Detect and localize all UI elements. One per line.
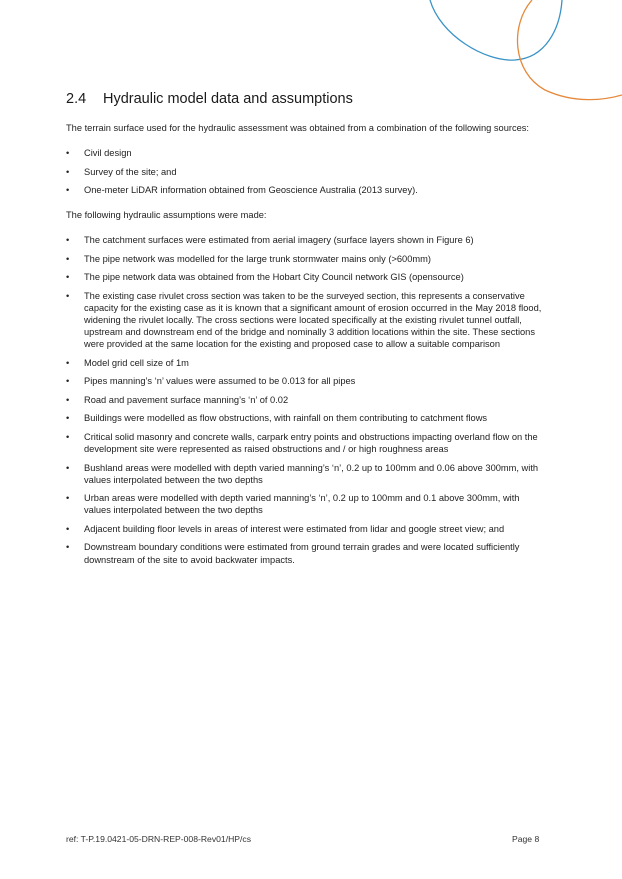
list-item	[66, 234, 546, 246]
assumptions-list	[66, 234, 546, 572]
intro-paragraph-assumptions: The following hydraulic assumptions were made:	[66, 210, 267, 220]
bullet-icon: •	[66, 523, 70, 534]
bullet-icon: •	[66, 166, 70, 177]
bullet-icon: •	[66, 253, 70, 264]
bullet-icon: •	[66, 493, 70, 504]
list-item-text: Buildings were modelled as flow obstructions, with rainfall on them contributing to catchment flows	[84, 413, 488, 424]
list-item	[66, 431, 546, 455]
bullet-icon: •	[66, 394, 70, 405]
blue-arc	[430, 0, 562, 60]
list-item	[66, 375, 546, 387]
orange-arc	[517, 0, 622, 100]
bullet-icon: •	[66, 148, 70, 158]
list-item	[66, 357, 546, 369]
bullet-icon: •	[66, 272, 70, 282]
list-item	[66, 412, 546, 424]
footer-page-number: Page 8	[512, 834, 540, 844]
list-item-text: Bushland areas were modelled with depth varied manning’s ‘n’, 0.2 up to 100mm and 0.06 above 300mm, with values interpolated between the two depths	[84, 462, 539, 485]
list-item	[66, 541, 546, 565]
list-item-text: The catchment surfaces were estimated from aerial imagery (surface layers shown in Figure 6)	[84, 235, 474, 245]
footer-reference: ref: T-P.19.0421-05-DRN-REP-008-Rev01/HP/cs	[66, 834, 252, 844]
list-item-text: One-meter LiDAR information obtained from Geoscience Australia (2013 survey).	[84, 185, 418, 195]
list-item	[66, 271, 546, 283]
list-item	[66, 523, 546, 535]
list-item	[66, 394, 546, 406]
bullet-icon: •	[66, 376, 70, 387]
list-item-text: Road and pavement surface manning’s ‘n’ of 0.02	[84, 394, 289, 405]
list-item-text: Survey of the site; and	[84, 166, 177, 177]
bullet-icon: •	[66, 413, 70, 424]
intro-paragraph-sources: The terrain surface used for the hydraulic assessment was obtained from a combination of the following sources:	[66, 123, 530, 133]
bullet-icon: •	[66, 542, 70, 553]
bullet-icon: •	[66, 431, 70, 442]
bullet-icon: •	[66, 290, 70, 301]
list-item-text: The pipe network was modelled for the large trunk stormwater mains only (>600mm)	[84, 253, 431, 264]
sources-list	[66, 147, 546, 203]
list-item	[66, 492, 546, 516]
list-item	[66, 147, 546, 159]
bullet-icon: •	[66, 235, 70, 245]
section-title: Hydraulic model data and assumptions	[103, 91, 353, 107]
list-item	[66, 253, 546, 265]
list-item-text: Urban areas were modelled with depth varied manning’s ‘n’, 0.2 up to 100mm and 0.1 above 300mm, with values interpolated between the two depths	[84, 493, 520, 516]
section-heading	[66, 91, 353, 107]
list-item-text: Model grid cell size of 1m	[84, 357, 189, 368]
list-item-text: Adjacent building floor levels in areas of interest were estimated from lidar and google street view; and	[84, 523, 505, 534]
list-item	[66, 184, 546, 196]
list-item-text: Civil design	[84, 148, 132, 158]
list-item	[66, 166, 546, 178]
list-item-text: Critical solid masonry and concrete walls, carpark entry points and obstructions impacting overland flow on the development site were represented as raised obstructions and / or high roughness areas	[84, 431, 538, 455]
list-item-text: Downstream boundary conditions were estimated from ground terrain grades and were located sufficiently downstream of the site to avoid backwater impacts.	[84, 542, 520, 565]
bullet-icon: •	[66, 185, 70, 195]
list-item-text: Pipes manning’s ‘n’ values were assumed to be 0.013 for all pipes	[84, 376, 356, 387]
list-item-text: The existing case rivulet cross section was taken to be the surveyed section, this represents a conservative capacity for the existing case as it is known that a significant amount of erosion occurred in the May 2018 flood, widening the rivulet locally. The cross sections were located specifically at the existing rivulet tunnel outfall, upstream and downstream end of the bridge and nominally 3 addition locations within the site. These sections were provided at the same location for the existing and proposed case to allow a suitable comparison	[84, 290, 542, 350]
bullet-icon: •	[66, 462, 70, 473]
section-number: 2.4	[66, 91, 87, 107]
list-item-text: The pipe network data was obtained from the Hobart City Council network GIS (opensource)	[84, 272, 464, 282]
list-item	[66, 462, 546, 486]
bullet-icon: •	[66, 357, 70, 368]
list-item	[66, 290, 546, 351]
